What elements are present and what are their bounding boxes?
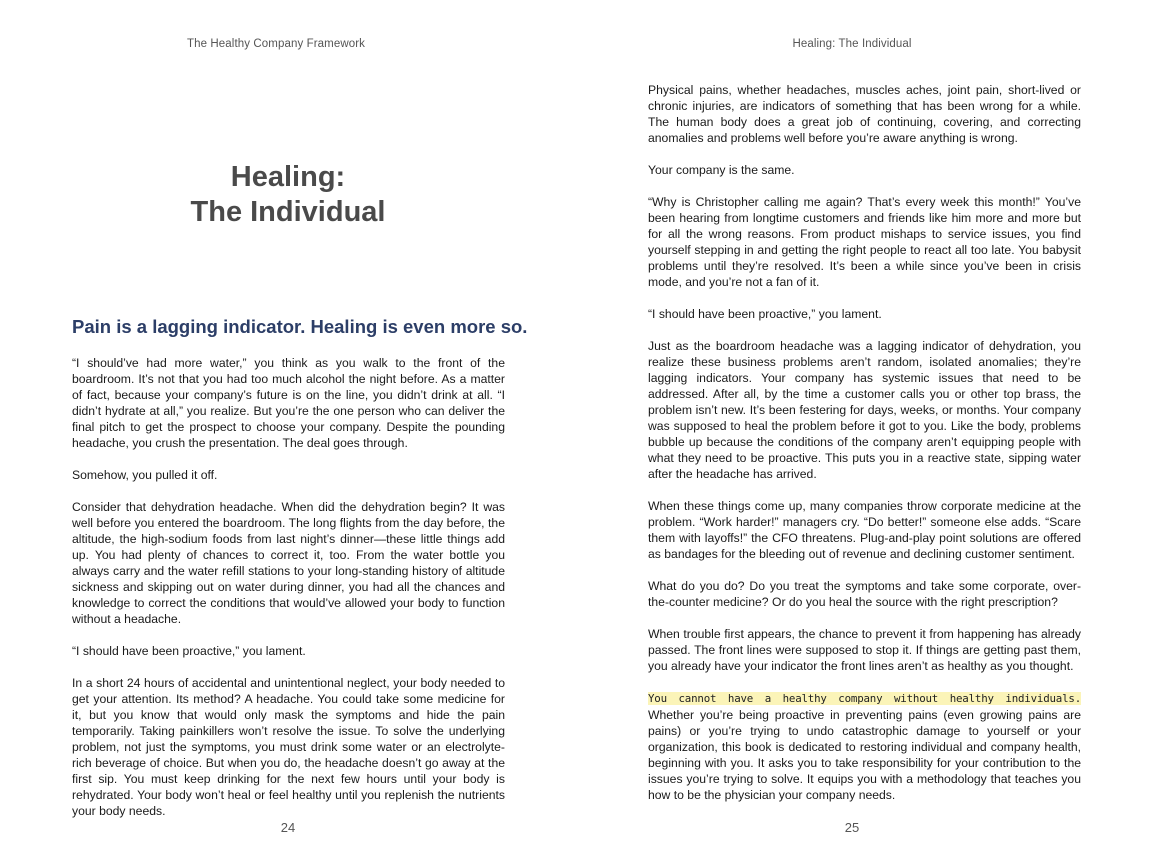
- paragraph: “Why is Christopher calling me again? That’s every week this month!” You’ve been hearing from longtime customers and friends like him more and more but for all the wrong reasons. From product mishaps to service issues, you find yourself stepping in and getting the right people to react all too late. You babysit problems until they’re resolved. It’s been a while since you’ve been in crisis mode, and you’re not a fan of it.: [648, 195, 1081, 289]
- paragraph: Just as the boardroom headache was a lagging indicator of dehydration, you realize these business problems aren’t random, isolated anomalies; they’re lagging indicators. Your company has systemic issues that need to be addressed. After all, by the time a customer calls you or other top brass, the problem isn’t new. It’s been festering for days, weeks, or months. Your company was supposed to heal the problem before it got to you. Like the body, problems bubble up because the conditions of the company aren’t equipping people with what they need to be proactive. This puts you in a reactive state, sipping water after the headache has arrived.: [648, 339, 1081, 481]
- highlighted-sentence: You cannot have a healthy company without healthy individuals.: [648, 692, 1081, 705]
- chapter-title-line-1: Healing:: [230, 161, 346, 193]
- paragraph: “I should have been proactive,” you lament.: [72, 644, 306, 658]
- paragraph: “I should’ve had more water,” you think as you walk to the front of the boardroom. It’s not that you had too much alcohol the night before. As a matter of fact, because your company’s future is on the line, you didn’t drink at all. “I didn’t hydrate at all,” you realize. But you’re the one person who can deliver the final pitch to get the prospect to choose your company. Despite the pounding headache, you crush the presentation. The deal goes through.: [72, 356, 505, 450]
- chapter-title-line-2: The Individual: [190, 196, 386, 228]
- paragraph: When these things come up, many companies throw corporate medicine at the problem. “Work harder!” managers cry. “Do better!” someone else adds. “Scare them with layoffs!” the CFO threatens. Plug-and-play point solutions are offered as bandages for the bleeding out of revenue and declining customer sentiment.: [648, 499, 1081, 561]
- paragraph: Physical pains, whether headaches, muscles aches, joint pain, short-lived or chronic injuries, are indicators of something that has been wrong for a while. The human body does a great job of continuing, covering, and correcting anomalies and problems well before you’re aware anything is wrong.: [648, 83, 1081, 145]
- final-paragraph-text: Whether you’re being proactive in preventing pains (even growing pains are pains) or you’re trying to undo catastrophic damage to yourself or your organization, this book is dedicated to restoring individual and company health, beginning with you. It asks you to take responsibility for your contribution to the issues you’re trying to solve. It equips you with a methodology that teaches you how to be the physician your company needs.: [648, 708, 1081, 802]
- final-paragraph: [648, 690, 1081, 803]
- paragraph: Your company is the same.: [648, 163, 795, 177]
- left-body-text: [72, 355, 505, 835]
- right-page: [576, 0, 1152, 864]
- right-body-text: [648, 82, 1081, 819]
- section-subheading: Pain is a lagging indicator. Healing is even more so.: [72, 316, 528, 337]
- page-number-right: 25: [844, 820, 860, 835]
- running-head-right: Healing: The Individual: [792, 38, 912, 50]
- paragraph: “I should have been proactive,” you lament.: [648, 307, 882, 321]
- paragraph: Somehow, you pulled it off.: [72, 468, 218, 482]
- paragraph: In a short 24 hours of accidental and unintentional neglect, your body needed to get your attention. Its method? A headache. You could take some medicine for it, but you know that would only mask the symptoms and hide the pain temporarily. Taking painkillers won’t resolve the issue. To solve the underlying problem, not just the symptoms, you must drink some water or an electrolyte-rich beverage of choice. But when you do, the headache doesn’t go away at the first sip. You must keep drinking for the next few hours until your body is rehydrated. Your body won’t heal or feel healthy until you replenish the nutrients your body needs.: [72, 676, 505, 818]
- paragraph: Consider that dehydration headache. When did the dehydration begin? It was well before you entered the boardroom. The long flights from the day before, the altitude, the high-sodium foods from last night’s dinner—these little things add up. You had plenty of chances to correct it, too. From the water bottle you always carry and the water refill stations to your long-standing history of altitude sickness and skipping out on water during dinner, you had all the chances and knowledge to correct the conditions that would’ve allowed your body to function without a headache.: [72, 500, 505, 626]
- running-head-left: The Healthy Company Framework: [186, 38, 366, 50]
- paragraph: When trouble first appears, the chance to prevent it from happening has already passed. The front lines were supposed to stop it. If things are getting past them, you already have your indicator the front lines aren’t as healthy as you thought.: [648, 627, 1081, 673]
- paragraph: What do you do? Do you treat the symptoms and take some corporate, over-the-counter medicine? Or do you heal the source with the right prescription?: [648, 579, 1081, 609]
- chapter-title: [0, 160, 576, 230]
- page-number-left: 24: [280, 820, 296, 835]
